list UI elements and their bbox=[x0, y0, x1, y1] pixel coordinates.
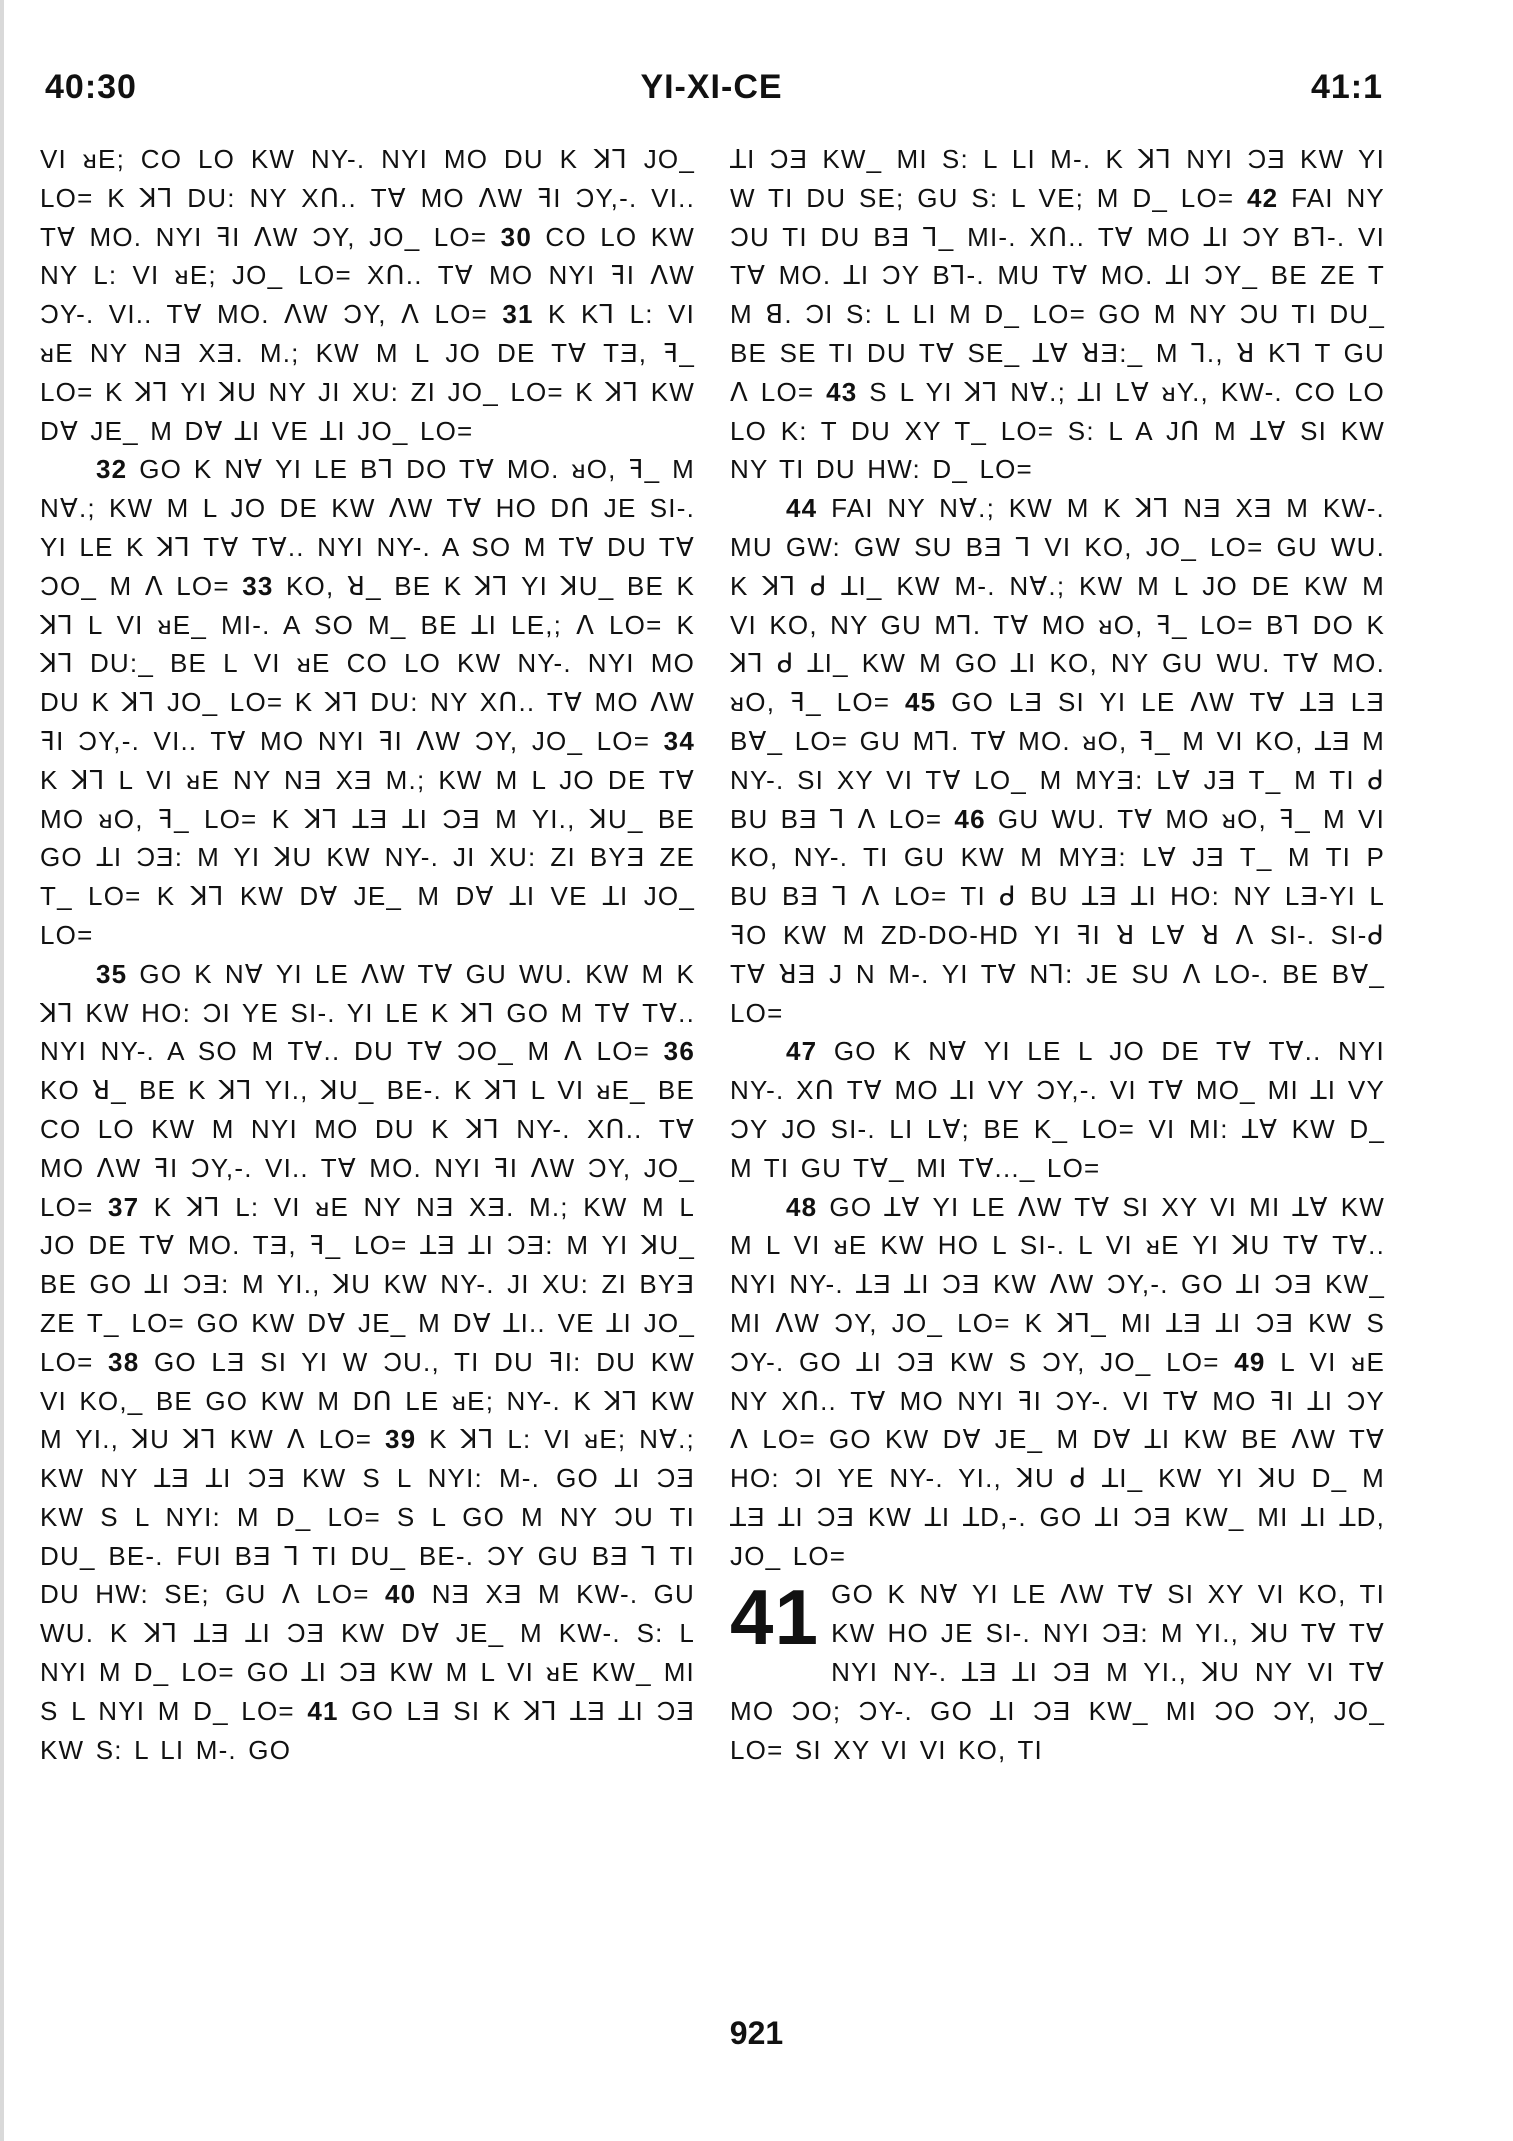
paragraph bbox=[730, 489, 1385, 1032]
verse-number: 47 bbox=[786, 1036, 818, 1067]
paragraph bbox=[730, 1032, 1385, 1187]
book-title: YI-XI-CE bbox=[640, 68, 783, 106]
verse-number: 36 bbox=[663, 1036, 695, 1067]
verse-number: 33 bbox=[242, 570, 274, 601]
verse-text: GO K Nꓯ YI LE ꓥW Tꓯ GU WU. KW M K ꓘ⅂ KW HO: ϽI YE SI-. YI LE K ꓘ⅂ GO M Tꓯ Tꓯ.. NYI NY-. A SO M Tꓯ.. DU Tꓯ ϽO_ M ꓥ LO= bbox=[40, 958, 695, 1067]
verse-number: 43 bbox=[826, 376, 858, 407]
header-right-reference: 41:1 bbox=[1310, 68, 1383, 106]
verse-number: 30 bbox=[500, 221, 532, 252]
verse-number: 31 bbox=[502, 299, 534, 330]
paragraph bbox=[730, 140, 1385, 489]
verse-text: GO LƎ SI YI W ϽU., TI DU ꟻI: DU KW VI KO,_ BE GO KW M DՈ LE ᴚE; NY-. K ꓘ⅂ KW M YI., ꓘU ꓘ⅂ KW ꓥ LO= bbox=[40, 1346, 695, 1455]
verse-number: 42 bbox=[1247, 182, 1279, 213]
verse-text: FAI NY ϽU TI DU BƎ ⅂_ MI-. XՈ.. Tꓯ MO ꓕI ϽY B⅂-. VI Tꓯ MO. ꓕI ϽY B⅂-. MU Tꓯ MO. ꓕI ϽY_ BE ZE T M ꓭ. ϽI S: L LI M D_ LO= GO M NY ϽU TI DU_ BE SE TI DU Tꓯ SE_ ꓕꓯ ꓤƎ:_ M ⅂., ꓤ K⅂ T GU ꓥ LO= bbox=[730, 182, 1385, 407]
chapter-number: 41 bbox=[730, 1573, 820, 1662]
verse-text: ꓕI ϽƎ KW_ MI S: L LI M-. K ꓘ⅂ NYI ϽƎ KW YI W TI DU SE; GU S: L VE; M D_ LO= bbox=[730, 144, 1385, 213]
paragraph bbox=[40, 955, 695, 1770]
verse-text: L VI ᴚE NY XՈ.. Tꓯ MO NYI ꟻI ϽY-. VI Tꓯ MO ꟻI ꓕI ϽY ꓥ LO= GO KW Dꓯ JE_ M Dꓯ ꓕI KW BE ꓥW Tꓯ HO: ϽI YE NY-. YI., ꓘU ᑯ ꓕI_ KW YI ꓘU D_ M ꓕƎ ꓕI ϽƎ KW ꓕI ꓕD,-. GO ꓕI ϽƎ KW_ MI ꓕI ꓕD, JO_ LO= bbox=[730, 1346, 1385, 1571]
running-header bbox=[40, 68, 1383, 118]
verse-text: KO ꓤ_ BE K ꓘ⅂ YI., ꓘU_ BE-. K ꓘ⅂ L VI ᴚE_ BE CO LO KW M NYI MO DU K ꓘ⅂ NY-. XՈ.. Tꓯ MO ꓥW ꟻI ϽY,-. VI.. Tꓯ MO. NYI ꟻI ꓥW ϽY, JO_ LO= bbox=[40, 1075, 695, 1222]
right-column bbox=[730, 140, 1385, 1995]
verse-text: NƎ XƎ M KW-. GU WU. K ꓘ⅂ ꓕƎ ꓕI ϽƎ KW Dꓯ JE_ M KW-. S: L NYI M D_ LO= GO ꓕI ϽƎ KW M L VI ᴚE KW_ MI S L NYI M D_ LO= bbox=[40, 1579, 695, 1726]
left-column bbox=[40, 140, 695, 1995]
paragraph bbox=[40, 450, 695, 954]
verse-text: CO LO KW NY L: VI ᴚE; JO_ LO= XՈ.. Tꓯ MO NYI ꟻI ꓥW ϽY-. VI.. Tꓯ MO. ꓥW ϽY, ꓥ LO= bbox=[40, 221, 695, 330]
verse-number: 32 bbox=[96, 454, 128, 485]
verse-text: GO K Nꓯ YI LE ꓥW Tꓯ SI XY VI KO, TI KW HO JE SI-. NYI ϽƎ: M YI., ꓘU Tꓯ Tꓯ NYI NY-. ꓕƎ ꓕI ϽƎ M YI., ꓘU NY VI Tꓯ MO ϽO; ϽY-. GO ꓕI ϽƎ KW_ MI ϽO ϽY, JO_ LO= SI XY VI VI KO, TI bbox=[730, 1579, 1385, 1765]
verse-text: K K⅂ L: VI ᴚE NY NƎ XƎ. M.; KW M L JO DE Tꓯ TƎ, ꟻ_ LO= K ꓘ⅂ YI ꓘU NY JI XU: ZI JO_ LO= K ꓘ⅂ KW Dꓯ JE_ M Dꓯ ꓕI VE ꓕI JO_ LO= bbox=[40, 299, 695, 446]
verse-number: 45 bbox=[905, 687, 937, 718]
verse-text: GO ꓕꓯ YI LE ꓥW Tꓯ SI XY VI MI ꓕꓯ KW M L VI ᴚE KW HO L SI-. L VI ᴚE YI ꓘU Tꓯ Tꓯ.. NYI NY-. ꓕƎ ꓕI ϽƎ KW ꓥW ϽY,-. GO ꓕI ϽƎ KW_ MI ꓥW ϽY, JO_ LO= K ꓘ⅂_ MI ꓕƎ ꓕI ϽƎ KW S ϽY-. GO ꓕI ϽƎ KW S ϽY, JO_ LO= bbox=[730, 1191, 1385, 1377]
verse-text: K ꓘ⅂ L VI ᴚE NY NƎ XƎ M.; KW M L JO DE Tꓯ MO ᴚO, ꟻ_ LO= K ꓘ⅂ ꓕƎ ꓕI ϽƎ M YI., ꓘU_ BE GO ꓕI ϽƎ: M YI ꓘU KW NY-. JI XU: ZI BYƎ ZE T_ LO= K ꓘ⅂ KW Dꓯ JE_ M Dꓯ ꓕI VE ꓕI JO_ LO= bbox=[40, 764, 695, 950]
verse-text: K ꓘ⅂ L: VI ᴚE NY NƎ XƎ. M.; KW M L JO DE Tꓯ MO. TƎ, ꟻ_ LO= ꓕƎ ꓕI ϽƎ: M YI ꓘU_ BE GO ꓕI ϽƎ: M YI., ꓘU KW NY-. JI XU: ZI BYƎ ZE T_ LO= GO KW Dꓯ JE_ M Dꓯ ꓕI.. VE ꓕI JO_ LO= bbox=[40, 1191, 695, 1377]
paragraph bbox=[730, 1188, 1385, 1576]
verse-number: 46 bbox=[954, 803, 986, 834]
verse-number: 49 bbox=[1234, 1346, 1266, 1377]
verse-number: 38 bbox=[108, 1346, 140, 1377]
verse-text: KO, ꓤ_ BE K ꓘ⅂ YI ꓘU_ BE K ꓘ⅂ L VI ᴚE_ MI-. A SO M_ BE ꓕI LE,; ꓥ LO= K ꓘ⅂ DU:_ BE L VI ᴚE CO LO KW NY-. NYI MO DU K ꓘ⅂ JO_ LO= K ꓘ⅂ DU: NY XՈ.. Tꓯ MO ꓥW ꟻI ϽY,-. VI.. Tꓯ MO NYI ꟻI ꓥW ϽY, JO_ LO= bbox=[40, 570, 695, 756]
verse-number: 37 bbox=[107, 1191, 140, 1222]
verse-text: VI ᴚE; CO LO KW NY-. NYI MO DU K ꓘ⅂ JO_ LO= K ꓘ⅂ DU: NY XՈ.. Tꓯ MO ꓥW ꟻI ϽY,-. VI.. Tꓯ MO. NYI ꟻI ꓥW ϽY, JO_ LO= bbox=[40, 144, 695, 252]
verse-text: GO LƎ SI K ꓘ⅂ ꓕƎ ꓕI ϽƎ KW S: L LI M-. GO bbox=[40, 1695, 695, 1765]
page-number: 921 bbox=[729, 2015, 784, 2051]
chapter-paragraph bbox=[730, 1575, 1385, 1769]
verse-text: GU WU. Tꓯ MO ᴚO, ꟻ_ M VI KO, NY-. TI GU KW M MYƎ: Lꓯ JƎ T_ M TI P BU BƎ ⅂ ꓥ LO= TI ᑯ BU ꓕƎ ꓕI HO: NY LƎ-YI L ꟻO KW M ZD-DO-HD YI ꟻI ꓤ Lꓯ ꓤ ꓥ SI-. SI-ᑯ Tꓯ ꓤƎ J N M-. YI Tꓯ N⅂: JE SU ꓥ LO-. BE Bꓯ_ LO= bbox=[730, 803, 1385, 1028]
verse-number: 48 bbox=[786, 1191, 818, 1222]
header-left-reference: 40:30 bbox=[45, 68, 137, 106]
verse-text: GO LƎ SI YI LE ꓥW Tꓯ ꓕƎ LƎ Bꓯ_ LO= GU M⅂. Tꓯ MO. ᴚO, ꟻ_ M VI KO, ꓕƎ M NY-. SI XY VI Tꓯ LO_ M MYƎ: Lꓯ JƎ T_ M TI ᑯ BU BƎ ⅂ ꓥ LO= bbox=[730, 687, 1385, 834]
scan-page-edge bbox=[0, 0, 4, 2141]
text-columns bbox=[40, 140, 1385, 1995]
verse-number: 34 bbox=[663, 725, 695, 756]
verse-number: 41 bbox=[307, 1695, 339, 1726]
verse-number: 40 bbox=[385, 1579, 417, 1610]
verse-text: GO K Nꓯ YI LE L JO DE Tꓯ Tꓯ.. NYI NY-. XՈ Tꓯ MO ꓕI VY ϽY,-. VI Tꓯ MO_ MI ꓕI VY ϽY JO SI-. LI Lꓯ; BE K_ LO= VI MI: ꓕꓯ KW D_ M TI GU Tꓯ_ MI Tꓯ..._ LO= bbox=[730, 1036, 1385, 1183]
verse-text: FAI NY Nꓯ.; KW M K ꓘ⅂ NƎ XƎ M KW-. MU GW: GW SU BƎ ⅂ VI KO, JO_ LO= GU WU. K ꓘ⅂ ᑯ ꓕI_ KW M-. Nꓯ.; KW M L JO DE KW M VI KO, NY GU M⅂. Tꓯ MO ᴚO, ꟻ_ LO= B⅂ DO K ꓘ⅂ ᑯ ꓕI_ KW M GO ꓕI KO, NY GU WU. Tꓯ MO. ᴚO, ꟻ_ LO= bbox=[730, 493, 1385, 718]
verse-text: K ꓘ⅂ L: VI ᴚE; Nꓯ.; KW NY ꓕƎ ꓕI ϽƎ KW S L NYI: M-. GO ꓕI ϽƎ KW S L NYI: M D_ LO= S L GO M NY ϽU TI DU_ BE-. FUI BƎ ⅂ TI DU_ BE-. ϽY GU BƎ ⅂ TI DU HW: SE; GU ꓥ LO= bbox=[40, 1424, 695, 1610]
paragraph bbox=[40, 140, 695, 450]
verse-number: 39 bbox=[385, 1424, 417, 1455]
verse-text: GO K Nꓯ YI LE B⅂ DO Tꓯ MO. ᴚO, ꟻ_ M Nꓯ.; KW M L JO DE KW ꓥW Tꓯ HO DՈ JE SI-. YI LE K ꓘ⅂ Tꓯ Tꓯ.. NYI NY-. A SO M Tꓯ DU Tꓯ ϽO_ M ꓥ LO= bbox=[40, 454, 695, 601]
verse-number: 44 bbox=[786, 493, 818, 524]
verse-number: 35 bbox=[96, 958, 128, 989]
verse-text: S L YI ꓘ⅂ Nꓯ.; ꓕI Lꓯ ᴚY., KW-. CO LO LO K: T DU XY T_ LO= S: L A JՈ M ꓕꓯ SI KW NY TI DU HW: D_ LO= bbox=[730, 376, 1385, 485]
